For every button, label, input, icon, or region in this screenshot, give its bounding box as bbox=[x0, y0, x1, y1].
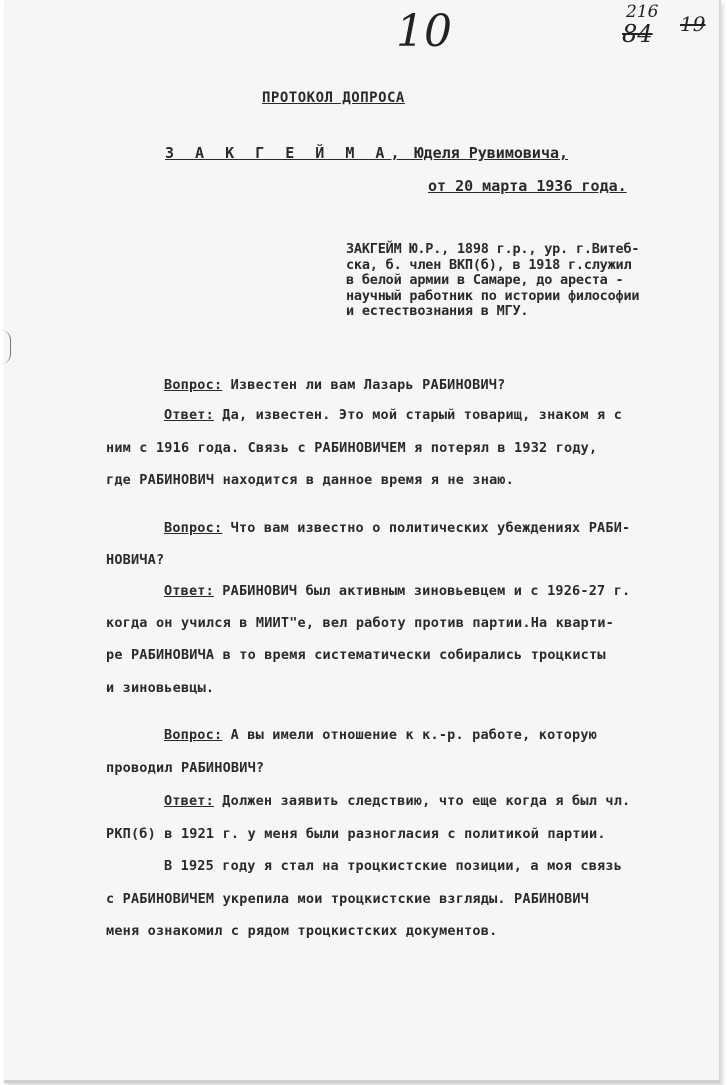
answer-line: В 1925 году я стал на троцкистские позиции, а моя связь bbox=[164, 858, 623, 874]
answer-line: меня ознакомил с рядом троцкистских документов. bbox=[106, 923, 498, 939]
question-line bbox=[164, 520, 630, 536]
answer-text: Должен заявить следствию, что еще когда я был чл. bbox=[213, 793, 631, 809]
bio-line: ска, б. член ВКП(б), в 1918 г.служил bbox=[346, 256, 632, 273]
handwritten-folio-number: 216 bbox=[626, 2, 659, 22]
bio-line: ЗАКГЕЙМ Ю.Р., 1898 г.р., ур. г.Витеб- bbox=[346, 241, 640, 257]
question-line bbox=[164, 727, 597, 743]
bio-line: научный работник по истории философии bbox=[346, 287, 640, 304]
subject-given-names: Юделя Рувимовича, bbox=[414, 144, 569, 162]
question-text: Известен ли вам Лазарь РАБИНОВИЧ? bbox=[222, 377, 506, 393]
question-text: Что вам известно о политических убеждениях РАБИ- bbox=[222, 520, 631, 536]
question-text: А вы имели отношение к к.-р. работе, которую bbox=[222, 727, 598, 743]
answer-line: с РАБИНОВИЧЕМ укрепила мои троцкистские взгляды. РАБИНОВИЧ bbox=[106, 891, 590, 907]
answer-line bbox=[164, 407, 622, 423]
question-label: Вопрос: bbox=[164, 727, 223, 743]
handwritten-page-number: 10 bbox=[396, 6, 452, 57]
answer-label: Ответ: bbox=[164, 793, 214, 809]
answer-line: и зиновьевцы. bbox=[106, 680, 215, 696]
subject-bio bbox=[346, 242, 724, 320]
answer-label: Ответ: bbox=[164, 407, 214, 423]
bio-line: и естествознания в МГУ. bbox=[346, 303, 529, 319]
struck-folio-number: 84 bbox=[622, 20, 653, 48]
document-page bbox=[4, 0, 721, 1083]
document-title: ПРОТОКОЛ ДОПРОСА bbox=[262, 90, 405, 106]
answer-line bbox=[164, 583, 630, 599]
question-label: Вопрос: bbox=[164, 377, 223, 393]
answer-line: когда он учился в МИИТ"е, вел работу против партии.На кварти- bbox=[106, 615, 614, 631]
answer-line: где РАБИНОВИЧ находится в данное время я не знаю. bbox=[106, 472, 515, 488]
answer-line: РКП(б) в 1921 г. у меня были разногласия с политикой партии. bbox=[106, 826, 606, 842]
answer-text: РАБИНОВИЧ был активным зиновьевцем и с 1926-27 г. bbox=[213, 583, 631, 599]
question-line bbox=[164, 377, 505, 393]
margin-mark bbox=[0, 330, 11, 364]
document-date: от 20 марта 1936 года. bbox=[428, 177, 627, 195]
question-line: НОВИЧА? bbox=[106, 552, 165, 568]
answer-text: Да, известен. Это мой старый товарищ, знаком я с bbox=[213, 407, 623, 423]
question-label: Вопрос: bbox=[164, 520, 223, 536]
answer-label: Ответ: bbox=[164, 583, 214, 599]
subject-surname: З А К Г Е Й М А, bbox=[165, 144, 406, 162]
answer-line: ре РАБИНОВИЧА в то время систематически собирались троцкисты bbox=[106, 647, 606, 663]
question-line: проводил РАБИНОВИЧ? bbox=[106, 760, 265, 776]
struck-side-number: 19 bbox=[680, 12, 706, 36]
bio-line: в белой армии в Самаре, до ареста - bbox=[346, 272, 624, 288]
subject-name bbox=[165, 144, 568, 162]
answer-line: ним с 1916 года. Связь с РАБИНОВИЧЕМ я потерял в 1932 году, bbox=[106, 440, 598, 456]
answer-line bbox=[164, 793, 630, 809]
